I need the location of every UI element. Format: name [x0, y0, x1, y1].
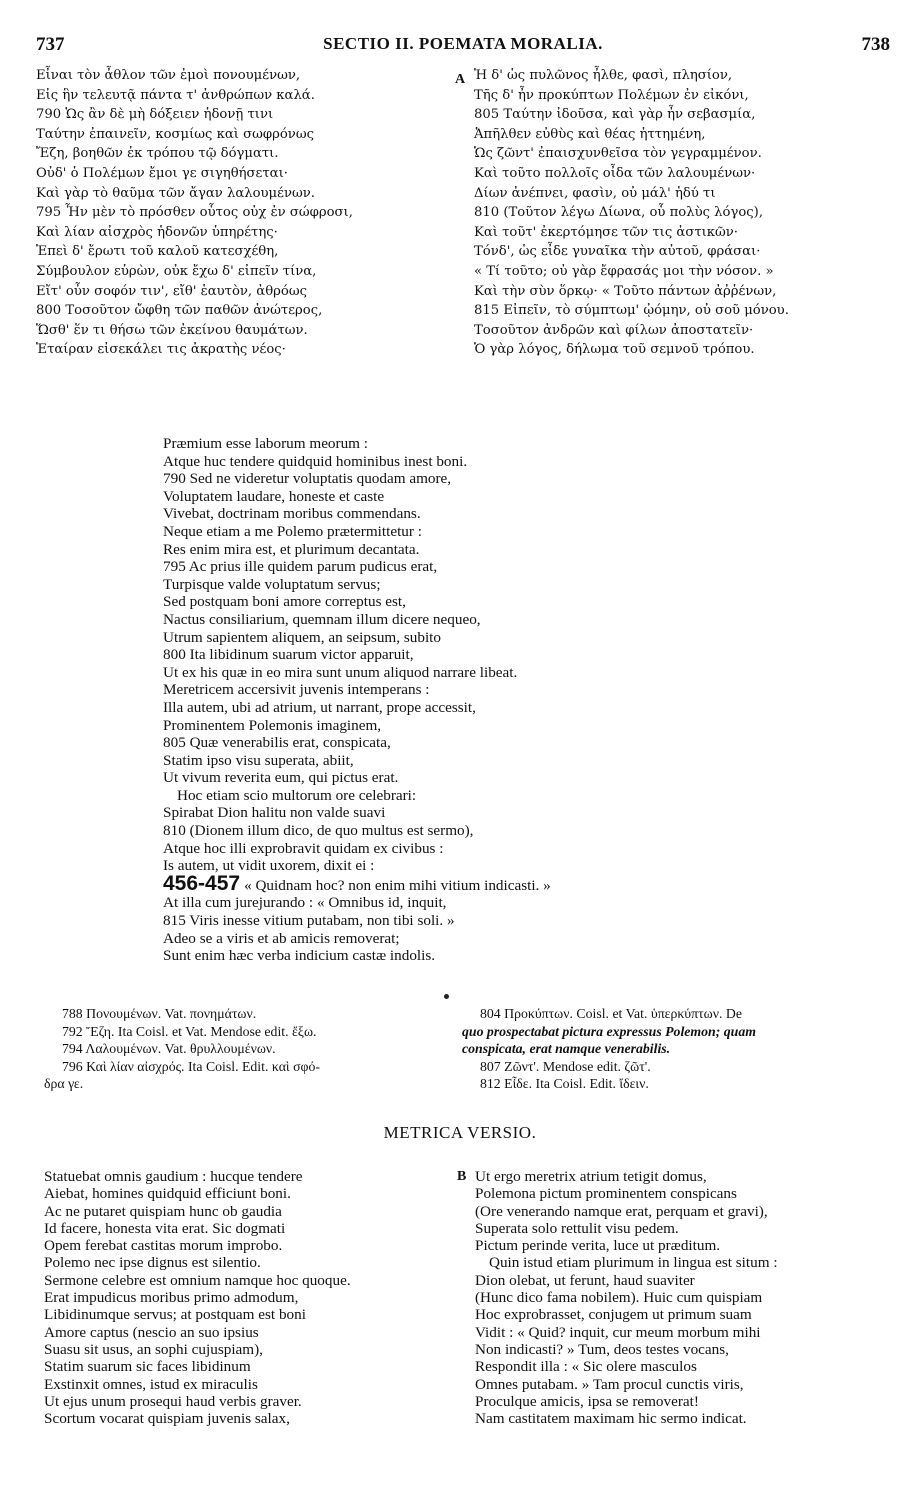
metrica-line: Respondit illa : « Sic olere masculos: [475, 1358, 697, 1376]
footnotes-left: [44, 1005, 462, 1093]
metrica-line: Exstinxit omnes, istud ex miraculis: [44, 1375, 258, 1393]
footnote-line: 812 Εἶδε. Ita Coisl. Edit. ἴδειν.: [480, 1076, 649, 1092]
greek-line: Οὐδ' ὁ Πολέμων ἔμοι γε σιγηθήσεται·: [36, 165, 288, 181]
greek-line: Δίων ἀνέπνει, φασὶν, οὐ μάλ' ἡδύ τι: [474, 185, 716, 201]
metrica-line: Ut ejus unum prosequi haud verbis graver.: [44, 1392, 302, 1410]
metrica-right-column: [475, 1168, 895, 1427]
footnote-line: 807 Ζῶντ'. Mendose edit. ζῶτ'.: [480, 1058, 651, 1074]
latin-line: Statim ipso visu superata, abiit,: [163, 751, 354, 769]
latin-line: Ut ex his quæ in eo mira sunt unum aliquod narrare libeat.: [163, 663, 518, 681]
greek-line: 795 Ἦν μὲν τὸ πρόσθεν οὗτος οὐχ ἐν σώφροσι,: [36, 205, 353, 221]
footnotes-right: [462, 1005, 890, 1093]
greek-line: Τοσοῦτον ἀνδρῶν καὶ φίλων ἀποστατεῖν·: [474, 322, 754, 338]
metrica-line: (Ore venerando namque erat, perquam et gravi),: [475, 1202, 768, 1220]
greek-line: Καὶ τοῦτο πολλοῖς οἶδα τῶν λαλουμένων·: [474, 165, 756, 181]
metrica-line: Id facere, honesta vita erat. Sic dogmati: [44, 1219, 286, 1237]
metrica-line: Sermone celebre est omnium namque hoc quoque.: [44, 1271, 351, 1289]
latin-line: Meretricem accersivit juvenis intemperans :: [163, 681, 430, 699]
latin-line: At illa cum jurejurando : « Omnibus id, inquit,: [163, 894, 447, 912]
metrica-line: Suasu sit usus, an sophi cujuspiam),: [44, 1340, 263, 1358]
greek-line: Ὁ γὰρ λόγος, δήλωμα τοῦ σεμνοῦ τρόπου.: [474, 342, 755, 358]
metrica-line: Superata solo rettulit visu pedem.: [475, 1219, 679, 1237]
greek-line: Καὶ λίαν αἰσχρὸς ἡδονῶν ὑπηρέτης·: [36, 224, 278, 240]
greek-line: Ἡ δ' ὡς πυλῶνος ἦλθε, φασὶ, πλησίον,: [474, 68, 733, 83]
greek-line: Ἀπῆλθεν εὐθὺς καὶ θέας ἡττημένη,: [474, 126, 706, 142]
column-marker-b: B: [457, 1169, 467, 1184]
greek-line: Σύμβουλον εὑρὼν, οὐκ ἔχω δ' εἰπεῖν τίνα,: [36, 263, 317, 279]
greek-text-right-column: [474, 66, 894, 360]
greek-line: 810 (Τοῦτον λέγω Δίωνα, οὗ πολὺς λόγος),: [474, 205, 764, 221]
greek-line: 805 Ταύτην ἰδοῦσα, καὶ γὰρ ἦν σεβασμία,: [474, 107, 756, 123]
latin-line: 800 Ita libidinum suarum victor apparuit,: [163, 646, 414, 664]
metrica-line: Erat impudicus moribus primo admodum,: [44, 1289, 299, 1307]
metrica-line: Libidinumque servus; at postquam est boni: [44, 1306, 306, 1324]
latin-line: Vivebat, doctrinam moribus commendans.: [163, 505, 421, 523]
greek-line: 800 Τοσοῦτον ὤφθη τῶν παθῶν ἀνώτερος,: [36, 303, 323, 319]
latin-line: 805 Quæ venerabilis erat, conspicata,: [163, 734, 391, 752]
latin-line: Atque hoc illi exprobravit quidam ex civibus :: [163, 839, 444, 857]
latin-line: Neque etiam a me Polemo prætermittetur :: [163, 522, 422, 540]
latin-line: Nactus consiliarium, quemnam illum dicere nequeo,: [163, 610, 481, 628]
metrica-line: Non indicasti? » Tum, deos testes vocans,: [475, 1340, 729, 1358]
latin-line: Atque huc tendere quidquid hominibus inest boni.: [163, 452, 468, 470]
column-number: 456-457: [163, 871, 241, 895]
greek-line: Καὶ τοῦτ' ἐκερτόμησε τῶν τις ἀστικῶν·: [474, 224, 739, 240]
latin-line: 810 (Dionem illum dico, de quo multus est sermo),: [163, 822, 474, 840]
footnote-line: conspicata, erat namque venerabilis.: [462, 1041, 671, 1057]
metrica-left-column: [44, 1168, 444, 1427]
greek-line: Εἶναι τὸν ἆθλον τῶν ἐμοὶ πονουμένων,: [36, 68, 301, 83]
metrica-line: Polemo nec ipse dignus est silentio.: [44, 1254, 261, 1272]
greek-line: Τῆς δ' ἦν προκύπτων Πολέμων ἐν εἰκόνι,: [474, 87, 749, 103]
metrica-line: Statuebat omnis gaudium : hucque tendere: [44, 1168, 303, 1185]
greek-line: Ὥσθ' ἕν τι θήσω τῶν ἐκείνου θαυμάτων.: [36, 322, 308, 338]
metrica-line: Dion olebat, ut ferunt, haud suaviter: [475, 1271, 695, 1289]
metrica-line: Hoc exprobrasset, conjugem ut primum suam: [475, 1306, 752, 1324]
latin-line: Voluptatem laudare, honeste et caste: [163, 487, 385, 505]
latin-line: Sed postquam boni amore correptus est,: [163, 593, 406, 611]
metrica-line: Statim suarum sic faces libidinum: [44, 1358, 251, 1376]
latin-line: Utrum sapientem aliquem, an seipsum, subito: [163, 628, 441, 646]
greek-line: 815 Εἰπεῖν, τὸ σύμπτωμ' ᾠόμην, οὐ σοῦ μόνου.: [474, 303, 789, 319]
footnote-line: 804 Προκύπτων. Coisl. et Vat. ὑπερκύπτων. De: [480, 1006, 742, 1021]
greek-line: Τόνδ', ὡς εἶδε γυναῖκα τὴν αὐτοῦ, φράσαι·: [474, 244, 761, 260]
latin-line: Is autem, ut vidit uxorem, dixit ei :: [163, 857, 375, 875]
latin-line: Prominentem Polemonis imaginem,: [163, 716, 382, 734]
metrica-line: Quin istud etiam plurimum in lingua est situm :: [489, 1254, 778, 1272]
metrica-line: Ac ne putaret quispiam hunc ob gaudia: [44, 1202, 282, 1220]
latin-line: Sunt enim hæc verba indicium castæ indolis.: [163, 947, 436, 965]
greek-line: Ἐπεὶ δ' ἔρωτι τοῦ καλοῦ κατεσχέθη,: [36, 244, 279, 260]
metrica-line: Ut ergo meretrix atrium tetigit domus,: [475, 1168, 707, 1185]
metrica-line: Opem ferebat castitas morum improbo.: [44, 1237, 283, 1255]
metrica-line: Nam castitatem maximam hic sermo indicat.: [475, 1410, 747, 1428]
latin-line: 790 Sed ne videretur voluptatis quodam amore,: [163, 470, 452, 488]
latin-line: Hoc etiam scio multorum ore celebrari:: [177, 786, 417, 804]
metrica-line: Vidit : « Quid? inquit, cur meum morbum mihi: [475, 1323, 761, 1341]
footnote-line: 796 Καὶ λίαν αἰσχρός. Ita Coisl. Edit. καὶ σφό-: [62, 1058, 320, 1074]
latin-line-with-column-number: [163, 871, 723, 895]
footnote-line: δρα γε.: [44, 1076, 84, 1092]
latin-line: Res enim mira est, et plurimum decantata.: [163, 540, 420, 558]
greek-line: 790 Ὡς ἂν δὲ μὴ δόξειεν ἡδονῇ τινι: [36, 107, 274, 123]
latin-line: Illa autem, ubi ad atrium, ut narrant, prope accessit,: [163, 698, 476, 716]
metrica-line: Pictum perinde verita, luce ut præditum.: [475, 1237, 721, 1255]
metrica-line: Proculque amicis, ipsa se removerat!: [475, 1392, 699, 1410]
page-header: [36, 34, 890, 58]
latin-line: 795 Ac prius ille quidem parum pudicus erat,: [163, 558, 438, 576]
greek-line: « Τί τοῦτο; οὐ γὰρ ἔφρασάς μοι τὴν νόσον. »: [474, 263, 774, 279]
footnote-line: 794 Λαλουμένων. Vat. θρυλλουμένων.: [62, 1041, 276, 1057]
metrica-line: Polemona pictum prominentem conspicans: [475, 1185, 737, 1203]
metrica-line: Scortum vocarat quispiam juvenis salax,: [44, 1410, 290, 1428]
latin-translation: [163, 435, 723, 965]
latin-line-text: « Quidnam hoc? non enim mihi vitium indicasti. »: [244, 876, 551, 894]
greek-line: Εἰς ἣν τελευτᾷ πάντα τ' ἀνθρώπων καλά.: [36, 87, 315, 103]
metrica-line: (Hunc dico fama nobilem). Huic cum quispiam: [475, 1289, 763, 1307]
greek-line: Καὶ τὴν σὺν ὅρκῳ· « Τοῦτο πάντων ἀῤῥένων,: [474, 283, 777, 299]
latin-line: Turpisque valde voluptatum servus;: [163, 575, 381, 593]
latin-line: Adeo se a viris et ab amicis removerat;: [163, 929, 400, 947]
greek-line: Ἑταίραν εἰσεκάλει τις ἀκρατὴς νέος·: [36, 342, 286, 358]
footnote-line: 792 Ἔζη. Ita Coisl. et Vat. Mendose edit. ἔξω.: [62, 1023, 317, 1039]
metrica-line: Amore captus (nescio an suo ipsius: [44, 1323, 259, 1341]
footnote-line: quo prospectabat pictura expressus Polemon; quam: [462, 1023, 756, 1039]
section-title: METRICA VERSIO.: [383, 1123, 537, 1142]
metrica-line: Aiebat, homines quidquid efficiunt boni.: [44, 1185, 291, 1203]
latin-line: Præmium esse laborum meorum :: [163, 435, 369, 452]
greek-line: Καὶ γὰρ τὸ θαῦμα τῶν ἄγαν λαλουμένων.: [36, 185, 315, 201]
page-number-right: 738: [861, 34, 890, 55]
separator-dot: [444, 994, 449, 999]
metrica-line: Omnes putabam. » Tam procul cunctis viris,: [475, 1375, 744, 1393]
latin-line: Spirabat Dion halitu non valde suavi: [163, 804, 386, 822]
footnote-line: 788 Πονουμένων. Vat. πονημάτων.: [62, 1006, 257, 1021]
page-number-left: 737: [36, 34, 65, 55]
latin-line: Ut vivum reverita eum, qui pictus erat.: [163, 769, 399, 787]
page-title: SECTIO II. POEMATA MORALIA.: [323, 34, 603, 53]
greek-line: Ἔζη, βοηθῶν ἐκ τρόπου τῷ δόγματι.: [36, 146, 279, 162]
greek-line: Ὡς ζῶντ' ἐπαισχυνθεῖσα τὸν γεγραμμένον.: [474, 146, 762, 162]
latin-line: 815 Viris inesse vitium putabam, non tibi soli. »: [163, 912, 455, 930]
column-marker-a: A: [455, 72, 466, 87]
greek-line: Ταύτην ἐπαινεῖν, κοσμίως καὶ σωφρόνως: [36, 126, 314, 142]
greek-line: Εἴτ' οὖν σοφόν τιν', εἴθ' ἑαυτὸν, ἀθρόως: [36, 283, 307, 299]
greek-text-left-column: [36, 66, 446, 360]
